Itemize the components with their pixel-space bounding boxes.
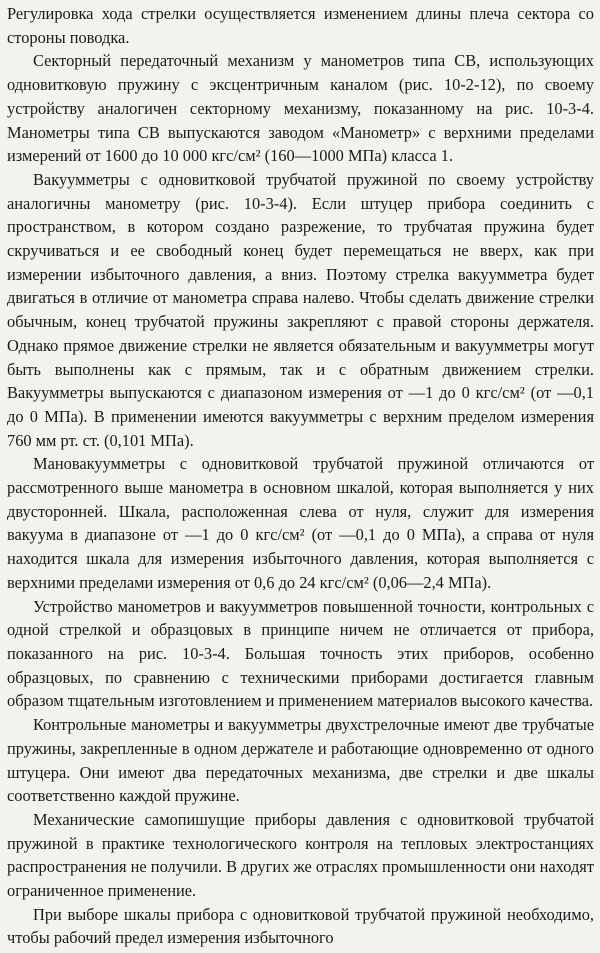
paragraph-5: Устройство манометров и вакуумметров повышенной точности, контрольных с одной стрелкой и образцовых в принципе ничем не отличается от прибора, показанного на рис. 10-3-4. Большая точность этих приборов, особенно образцовых, по сравнению с техническими приборами достигается главным образом тщательным изготовлением и применением материалов высокого качества.	[7, 596, 594, 711]
paragraph-3: Вакуумметры с одновитковой трубчатой пружиной по своему устройству аналогичны манометру (рис. 10-3-4). Если штуцер прибора соединить с пространством, в котором создано разрежение, то трубчатая пружина будет скручиваться и ее свободный конец будет перемещаться не вверх, как при измерении избыточного давления, а вниз. Поэтому стрелка вакуумметра будет двигаться в отличие от манометра справа налево. Чтобы сделать движение стрелки обычным, конец трубчатой пружины закрепляют с правой стороны держателя. Однако прямое движение стрелки не является обязательным и вакуумметры могут быть выполнены как с прямым, так и с обратным движением стрелки. Вакуумметры выпускаются с диапазоном измерения от —1 до 0 кгс/см² (от —0,1 до 0 МПа). В применении имеются вакуумметры с верхним пределом измерения 760 мм рт. ст. (0,101 МПа).	[7, 169, 594, 450]
paragraph-1: Регулировка хода стрелки осуществляется изменением длины плеча сектора со стороны поводка.	[7, 4, 594, 47]
paragraph-2: Секторный передаточный механизм у манометров типа СВ, использующих одновитковую пружину с эксцентричным каналом (рис. 10-2-12), по своему устройству аналогичен секторному механизму, показанному на рис. 10-3-4. Манометры типа СВ выпускаются заводом «Манометр» с верхними пределами измерений от 1600 до 10 000 кгс/см² (160—1000 МПа) класса 1.	[7, 51, 594, 166]
paragraph-7: Механические самопишущие приборы давления с одновитковой трубчатой пружиной в практике технологического контроля на тепловых электростанциях распространения не получили. В других же отраслях промышленности они находят ограниченное применение.	[7, 809, 594, 901]
paragraph-4: Мановакуумметры с одновитковой трубчатой пружиной отличаются от рассмотренного выше манометра в основном шкалой, которая выполняется у них двусторонней. Шкала, расположенная слева от нуля, служит для измерения вакуума в диапазоне от —1 до 0 кгс/см² (от —0,1 до 0 МПа), а справа от нуля находится шкала для измерения избыточного давления, которая выполняется с верхними пределами измерения от 0,6 до 24 кгс/см² (0,06—2,4 МПа).	[7, 454, 594, 592]
paragraph-8: При выборе шкалы прибора с одновитковой трубчатой пружиной необходимо, чтобы рабочий предел измерения избыточного	[7, 904, 594, 948]
paragraph-6: Контрольные манометры и вакуумметры двухстрелочные имеют две трубчатые пружины, закрепленные в одном держателе и работающие одновременно от одного штуцера. Они имеют два передаточных механизма, две стрелки и две шкалы соответственно каждой пружине.	[7, 715, 594, 806]
